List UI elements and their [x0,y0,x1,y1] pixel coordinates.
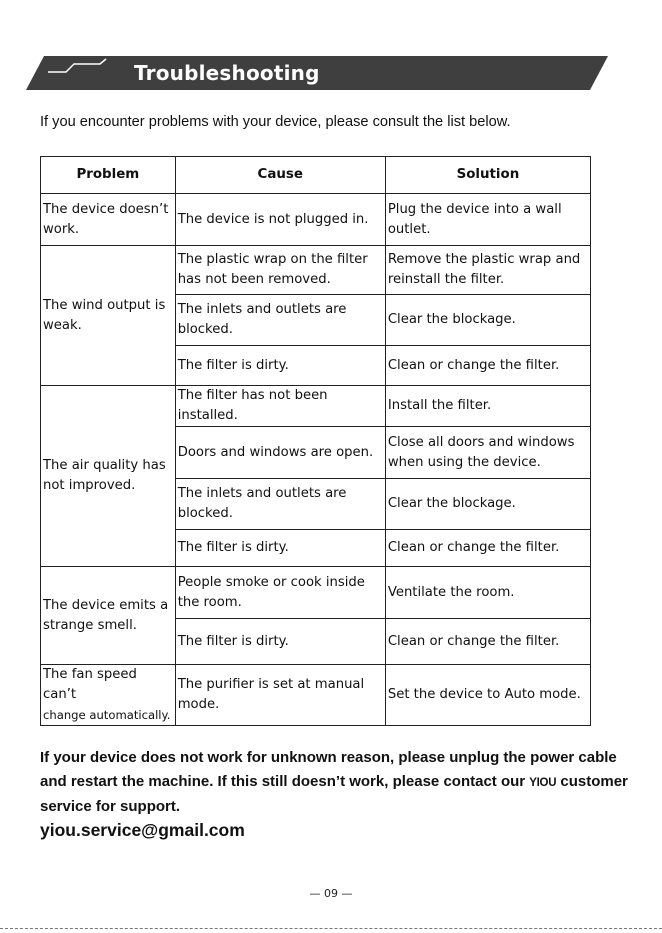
cause-cell: The filter has not been installed. [175,386,385,427]
support-note-text-end: customer service for support. [40,773,628,815]
page-number: — 09 — [309,887,353,900]
cause-cell: People smoke or cook inside the room. [175,567,385,619]
cause-cell: The inlets and outlets are blocked. [175,479,385,530]
intro-text: If you encounter problems with your device, please consult the list below. [40,114,511,130]
table-row [41,567,591,619]
problem-cell: The device emits a strange smell. [41,567,176,665]
solution-cell: Clear the blockage. [385,479,590,530]
header-problem: Problem [41,157,176,194]
table-row [41,194,591,246]
support-email: yiou.service@gmail.com [40,820,245,840]
problem-line: The fan speed can’t [43,667,137,702]
problem-cell: The device doesn’t work. [41,194,176,246]
page-title: Troubleshooting [134,61,320,85]
cause-cell: The device is not plugged in. [175,194,385,246]
support-note [40,746,630,819]
solution-cell: Set the device to Auto mode. [385,665,590,726]
table-header-row [41,157,591,194]
cause-cell: The filter is dirty. [175,530,385,567]
solution-cell: Clean or change the filter. [385,619,590,665]
header-cause: Cause [175,157,385,194]
bottom-divider [0,928,662,929]
solution-cell: Clean or change the filter. [385,530,590,567]
support-note-text: If your device does not work for unknown reason, please unplug the power cable and restart the machine. If this still doesn’t work, please contact our [40,749,617,790]
cause-cell: Doors and windows are open. [175,427,385,479]
solution-cell: Clear the blockage. [385,295,590,346]
section-banner [26,56,608,90]
solution-cell: Close all doors and windows when using the device. [385,427,590,479]
solution-cell: Clean or change the filter. [385,346,590,386]
troubleshooting-table [40,156,591,726]
solution-cell: Remove the plastic wrap and reinstall the filter. [385,246,590,295]
solution-cell: Ventilate the room. [385,567,590,619]
brand-name: YIOU [529,777,557,789]
cause-cell: The purifier is set at manual mode. [175,665,385,726]
cause-cell: The filter is dirty. [175,346,385,386]
table-row [41,246,591,295]
problem-cell: The wind output is weak. [41,246,176,386]
table-row [41,665,591,726]
solution-cell: Plug the device into a wall outlet. [385,194,590,246]
problem-cell [41,665,176,726]
problem-line: change automatically. [43,708,171,722]
problem-cell: The air quality has not improved. [41,386,176,567]
cause-cell: The inlets and outlets are blocked. [175,295,385,346]
cause-cell: The plastic wrap on the filter has not been removed. [175,246,385,295]
table-row [41,386,591,427]
cause-cell: The filter is dirty. [175,619,385,665]
solution-cell: Install the filter. [385,386,590,427]
header-solution: Solution [385,157,590,194]
